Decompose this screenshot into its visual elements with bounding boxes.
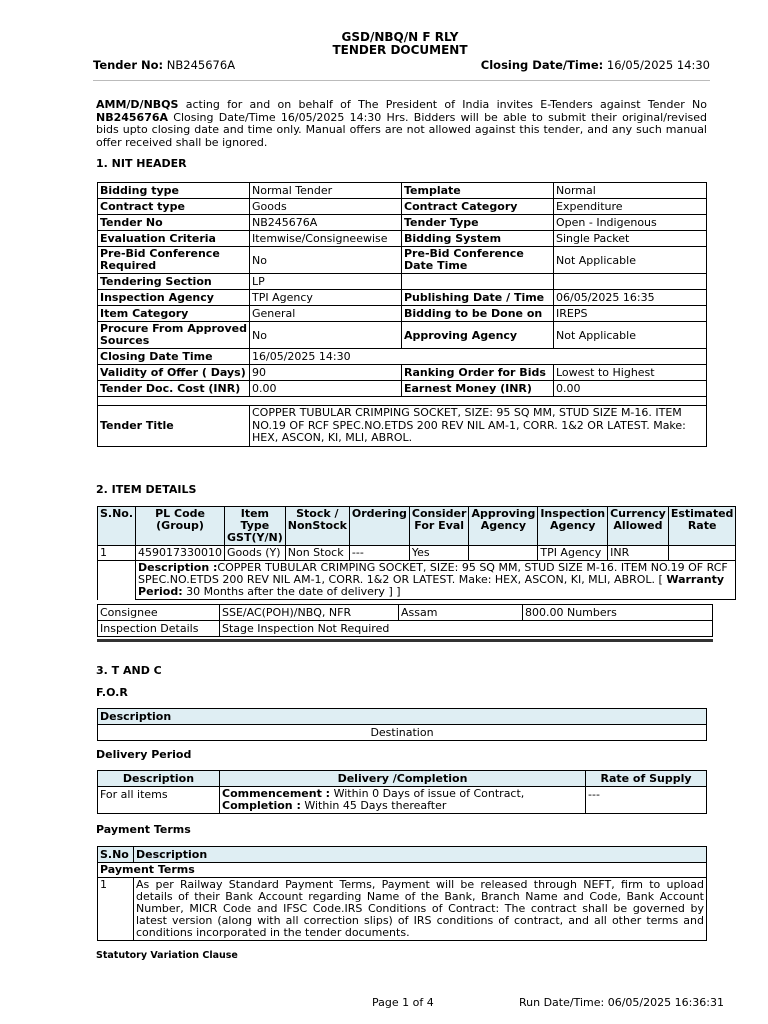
nit-value: Goods [250, 199, 402, 215]
nit-key: Tendering Section [98, 274, 250, 290]
item-description [136, 561, 736, 600]
col-header: Description [98, 709, 707, 725]
col-header: Item Type GST(Y/N) [225, 507, 286, 546]
nit-key: Evaluation Criteria [98, 231, 250, 247]
section-statutory: Statutory Variation Clause [96, 950, 238, 961]
nit-key: Bidding to be Done on [402, 306, 554, 322]
section-delivery: Delivery Period [96, 748, 192, 761]
section-item-details: 2. ITEM DETAILS [96, 483, 197, 496]
table-header-row [98, 771, 707, 787]
item-cell: Goods (Y) [225, 546, 286, 561]
run-datetime: Run Date/Time: 06/05/2025 16:36:31 [519, 996, 725, 1009]
nit-value: Not Applicable [554, 247, 707, 274]
nit-value: Normal [554, 183, 707, 199]
table-row [98, 605, 713, 621]
nit-key: Tender Title [98, 406, 250, 447]
nit-key: Approving Agency [402, 322, 554, 349]
section-for: F.O.R [96, 686, 128, 699]
col-header: Approving Agency [469, 507, 538, 546]
item-cell: Non Stock [285, 546, 349, 561]
tender-no [93, 58, 235, 72]
payment-table [97, 846, 707, 941]
nit-value: Lowest to Highest [554, 365, 707, 381]
col-header: Description [134, 847, 707, 863]
table-row [98, 621, 713, 637]
desc-label: Description : [138, 561, 218, 574]
tender-no-value: NB245676A [166, 58, 236, 72]
completion-text: Within 45 Days thereafter [300, 799, 447, 812]
commencement-text: Within 0 Days of issue of Contract, [330, 787, 525, 800]
delivery-table [97, 770, 707, 814]
table-row [98, 863, 707, 878]
nit-value: 90 [250, 365, 402, 381]
nit-key: Tender Doc. Cost (INR) [98, 381, 250, 397]
section-t-and-c: 3. T AND C [96, 664, 162, 677]
nit-value: Not Applicable [554, 322, 707, 349]
table-row [98, 406, 707, 447]
nit-empty [554, 274, 707, 290]
nit-value: NB245676A [250, 215, 402, 231]
nit-key: Ranking Order for Bids [402, 365, 554, 381]
col-header: Delivery /Completion [220, 771, 586, 787]
section-nit-header: 1. NIT HEADER [96, 157, 187, 170]
nit-key: Earnest Money (INR) [402, 381, 554, 397]
tender-no-label: Tender No: [93, 58, 164, 72]
col-header: Description [98, 771, 220, 787]
nit-value: 16/05/2025 14:30 [250, 349, 707, 365]
for-value: Destination [98, 725, 707, 741]
nit-value: No [250, 322, 402, 349]
consignee-table [97, 604, 713, 637]
col-header: Ordering [349, 507, 409, 546]
table-header-row [98, 847, 707, 863]
tender-title-value: COPPER TUBULAR CRIMPING SOCKET, SIZE: 95 SQ MM, STUD SIZE M-16. ITEM NO.19 OF RCF SPEC.NO.ETDS 200 REV NIL AM-1, CORR. 1&2 OR LATEST. Make: HEX, ASCON, KI, MLI, ABROL. [250, 406, 707, 447]
item-cell: --- [349, 546, 409, 561]
nit-value: LP [250, 274, 402, 290]
nit-key: Template [402, 183, 554, 199]
nit-value: Normal Tender [250, 183, 402, 199]
closing-label: Closing Date/Time: [480, 58, 604, 72]
commencement-label: Commencement : [222, 787, 331, 800]
table-row [98, 381, 707, 397]
item-cell [668, 546, 736, 561]
payment-text: As per Railway Standard Payment Terms, Payment will be released through NEFT, firm to upload details of their Bank Account regarding Name of the Bank, Branch Name and Code, Bank Account Number, MICR Code and IFSC Code.IRS Conditions of Contract: The contract shall be governed by latest version (along with all correction slips) of IRS conditions of contract, and all other terms and conditions incorporated in the tender documents. [134, 878, 707, 941]
table-row [98, 561, 736, 600]
item-details-table [97, 506, 736, 600]
closing-date [481, 58, 710, 72]
table-row [98, 199, 707, 215]
nit-value: Single Packet [554, 231, 707, 247]
col-header: PL Code (Group) [136, 507, 225, 546]
col-header: Consider For Eval [409, 507, 469, 546]
page-number: Page 1 of 4 [372, 996, 434, 1009]
nit-key: Item Category [98, 306, 250, 322]
nit-spacer [98, 397, 707, 406]
table-row [98, 247, 707, 274]
payment-sno: 1 [98, 878, 134, 941]
closing-value: 16/05/2025 14:30 [606, 58, 710, 72]
item-cell: Yes [409, 546, 469, 561]
table-row [98, 231, 707, 247]
nit-key: Pre-Bid Conference Date Time [402, 247, 554, 274]
warranty-text: 30 Months after the date of delivery ] ] [182, 585, 401, 598]
nit-key: Bidding System [402, 231, 554, 247]
table-row [98, 365, 707, 381]
nit-value: Expenditure [554, 199, 707, 215]
table-row [98, 215, 707, 231]
item-table-bottom-rule [97, 639, 713, 642]
nit-key: Validity of Offer ( Days) [98, 365, 250, 381]
item-cell: 459017330010 [136, 546, 225, 561]
completion-label: Completion : [222, 799, 301, 812]
nit-value: Itemwise/Consigneewise [250, 231, 402, 247]
table-row [98, 787, 707, 814]
nit-key: Contract Category [402, 199, 554, 215]
item-cell: INR [608, 546, 669, 561]
delivery-desc: For all items [98, 787, 220, 814]
col-header: Currency Allowed [608, 507, 669, 546]
nit-value: No [250, 247, 402, 274]
nit-key: Inspection Agency [98, 290, 250, 306]
nit-value: General [250, 306, 402, 322]
item-cell: TPI Agency [538, 546, 608, 561]
nit-value: Open - Indigenous [554, 215, 707, 231]
desc-text: COPPER TUBULAR CRIMPING SOCKET, SIZE: 95 SQ MM, STUD SIZE M-16. ITEM NO.19 OF RCF SPEC.NO.ETDS 200 REV NIL AM-1, CORR. 1&2 OR LATEST. Make: HEX, ASCON, KI, MLI, ABROL. [ [138, 561, 728, 586]
inspection-value: Stage Inspection Not Required [220, 621, 713, 637]
nit-key: Tender No [98, 215, 250, 231]
nit-key: Pre-Bid Conference Required [98, 247, 250, 274]
section-payment-terms: Payment Terms [96, 823, 191, 836]
col-header: Inspection Agency [538, 507, 608, 546]
nit-key: Closing Date Time [98, 349, 250, 365]
table-header-row [98, 507, 736, 546]
intro-text-1: acting for and on behalf of The President of India invites E-Tenders against Tender No [178, 98, 707, 111]
table-row-spacer [98, 397, 707, 406]
table-row [98, 546, 736, 561]
nit-value: IREPS [554, 306, 707, 322]
intro-text-2: Closing Date/Time 16/05/2025 14:30 Hrs. Bidders will be able to submit their original/revised bids upto closing date and time only. Manual offers are not allowed against this tender, and any such manual offer received shall be ignored. [96, 110, 707, 149]
table-row [98, 306, 707, 322]
nit-value: 0.00 [554, 381, 707, 397]
table-row [98, 274, 707, 290]
consignee-label: Consignee [98, 605, 220, 621]
payment-group: Payment Terms [98, 863, 707, 878]
item-cell [469, 546, 538, 561]
item-cell: 1 [98, 546, 136, 561]
for-table [97, 708, 707, 741]
table-row [98, 878, 707, 941]
col-header: S.No. [98, 507, 136, 546]
nit-value: 06/05/2025 16:35 [554, 290, 707, 306]
nit-key: Tender Type [402, 215, 554, 231]
table-header-row [98, 709, 707, 725]
nit-key: Publishing Date / Time [402, 290, 554, 306]
col-header: Rate of Supply [586, 771, 707, 787]
intro-office: AMM/D/NBQS [96, 98, 179, 111]
nit-empty [402, 274, 554, 290]
delivery-completion [220, 787, 586, 814]
nit-value: 0.00 [250, 381, 402, 397]
rate-of-supply: --- [586, 787, 707, 814]
col-header: Estimated Rate [668, 507, 736, 546]
nit-key: Bidding type [98, 183, 250, 199]
consignee-state: Assam [399, 605, 523, 621]
doc-header-title: TENDER DOCUMENT [332, 43, 468, 57]
nit-value: TPI Agency [250, 290, 402, 306]
nit-key: Contract type [98, 199, 250, 215]
consignee-qty: 800.00 Numbers [523, 605, 713, 621]
intro-paragraph [96, 99, 707, 149]
warranty-label: Warranty Period: [138, 573, 725, 598]
col-header: Stock / NonStock [285, 507, 349, 546]
table-row [98, 183, 707, 199]
table-row [98, 725, 707, 741]
desc-indent [98, 561, 136, 600]
intro-tender-no: NB245676A [96, 110, 169, 124]
nit-key: Procure From Approved Sources [98, 322, 250, 349]
nit-header-table [97, 182, 707, 447]
header-divider [93, 80, 710, 81]
table-row [98, 349, 707, 365]
inspection-label: Inspection Details [98, 621, 220, 637]
col-header: S.No [98, 847, 134, 863]
table-row [98, 290, 707, 306]
consignee-value: SSE/AC(POH)/NBQ, NFR [220, 605, 399, 621]
doc-header-office: GSD/NBQ/N F RLY [341, 30, 459, 44]
table-row [98, 322, 707, 349]
